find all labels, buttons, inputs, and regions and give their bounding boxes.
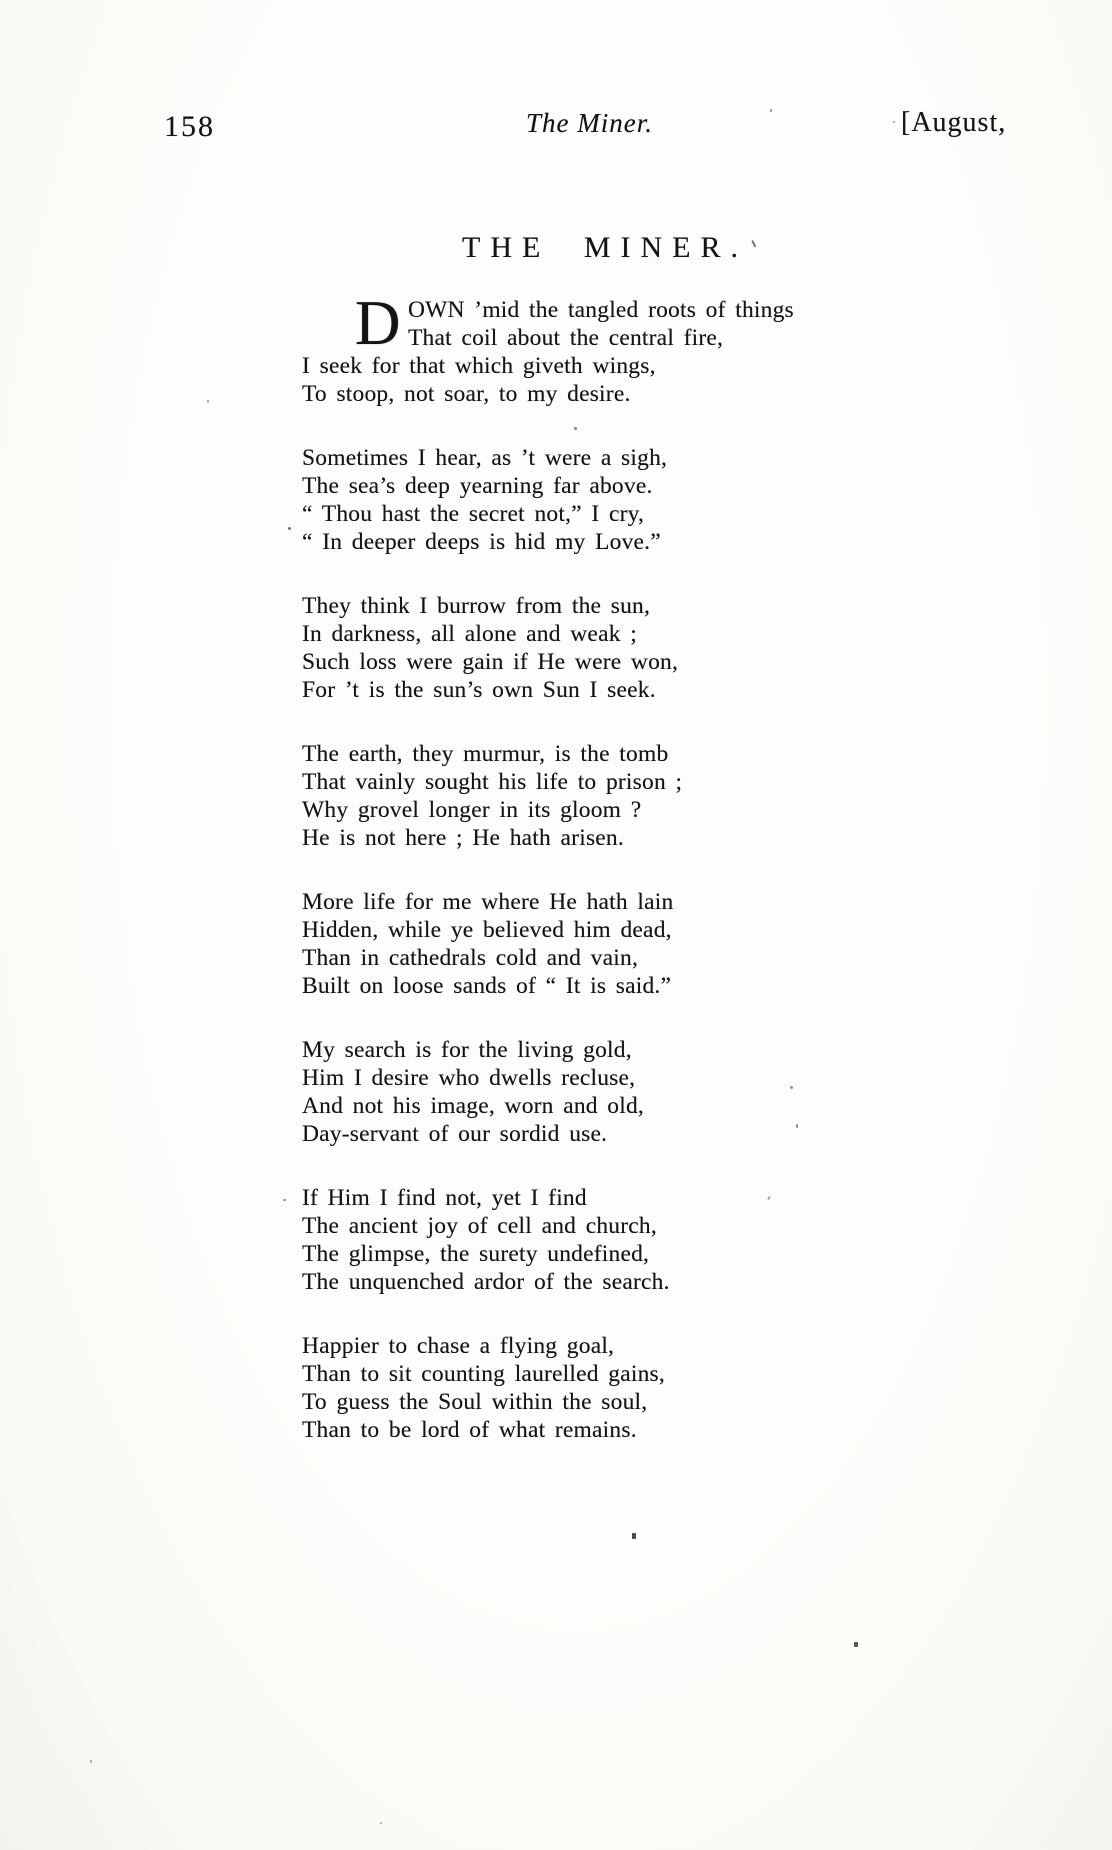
stanza-4 <box>302 740 822 852</box>
poem-line: The unquenched ardor of the search. <box>302 1269 670 1295</box>
poem-line: That coil about the central fire, <box>408 325 724 351</box>
scan-mark <box>751 235 761 247</box>
stanza-3 <box>302 592 822 704</box>
poem-line: They think I burrow from the sun, <box>302 593 651 619</box>
scan-speck <box>574 427 577 430</box>
poem-line: Built on loose sands of “ It is said.” <box>302 973 672 999</box>
poem-line: To stoop, not soar, to my desire. <box>302 381 631 407</box>
poem-line: The ancient joy of cell and church, <box>302 1213 657 1239</box>
page-number: 158 <box>164 110 215 143</box>
poem-line: “ Thou hast the secret not,” I cry, <box>302 501 645 527</box>
scan-speck <box>893 121 895 123</box>
poem-line: For ’t is the sun’s own Sun I seek. <box>302 677 656 703</box>
scan-speck <box>854 1642 858 1647</box>
stanza-2 <box>302 444 822 556</box>
poem-line: Hidden, while ye believed him dead, <box>302 917 672 943</box>
running-title: The Miner. <box>526 108 653 138</box>
issue-date-label: [August, <box>901 107 1007 138</box>
poem-line: If Him I find not, yet I find <box>302 1185 587 1211</box>
poem-line: Sometimes I hear, as ’t were a sigh, <box>302 445 668 471</box>
poem-line: The earth, they murmur, is the tomb <box>302 741 669 767</box>
poem-line: And not his image, worn and old, <box>302 1093 644 1119</box>
scan-speck <box>288 527 291 530</box>
poem-line: Than to be lord of what remains. <box>302 1417 637 1443</box>
drop-cap-letter: D <box>355 288 401 358</box>
poem-line: More life for me where He hath lain <box>302 889 674 915</box>
poem-line: In darkness, all alone and weak ; <box>302 621 637 647</box>
stanza-8 <box>302 1332 822 1444</box>
stanza-6 <box>302 1036 822 1148</box>
poem-line: The sea’s deep yearning far above. <box>302 473 653 499</box>
poem-line: My search is for the living gold, <box>302 1037 632 1063</box>
poem-line: Why grovel longer in its gloom ? <box>302 797 642 823</box>
scan-speck <box>90 1760 92 1763</box>
poem-line: “ In deeper deeps is hid my Love.” <box>302 529 661 555</box>
stanza-7 <box>302 1184 822 1296</box>
scan-speck <box>632 1533 636 1539</box>
scan-speck <box>207 400 209 403</box>
poem-body <box>302 288 822 1444</box>
poem-line: The glimpse, the surety undefined, <box>302 1241 650 1267</box>
poem-line: That vainly sought his life to prison ; <box>302 769 683 795</box>
stanza-1 <box>302 288 822 408</box>
poem-line: Him I desire who dwells recluse, <box>302 1065 636 1091</box>
scan-speck <box>283 1199 286 1201</box>
poem-line: I seek for that which giveth wings, <box>302 353 656 379</box>
scan-speck <box>790 1086 793 1089</box>
poem-line: OWN ’mid the tangled roots of things <box>408 297 794 323</box>
poem-line: Than to sit counting laurelled gains, <box>302 1361 665 1387</box>
poem-line: Such loss were gain if He were won, <box>302 649 679 675</box>
poem-title: THE MINER. <box>462 231 748 264</box>
poem-line: Happier to chase a flying goal, <box>302 1333 615 1359</box>
poem-line: To guess the Soul within the soul, <box>302 1389 648 1415</box>
poem-line: He is not here ; He hath arisen. <box>302 825 624 851</box>
poem-line: Than in cathedrals cold and vain, <box>302 945 639 971</box>
scan-speck <box>796 1124 798 1128</box>
scan-speck <box>770 109 772 112</box>
poem-line: Day-servant of our sordid use. <box>302 1121 608 1147</box>
scan-speck <box>380 1822 382 1824</box>
stanza-5 <box>302 888 822 1000</box>
